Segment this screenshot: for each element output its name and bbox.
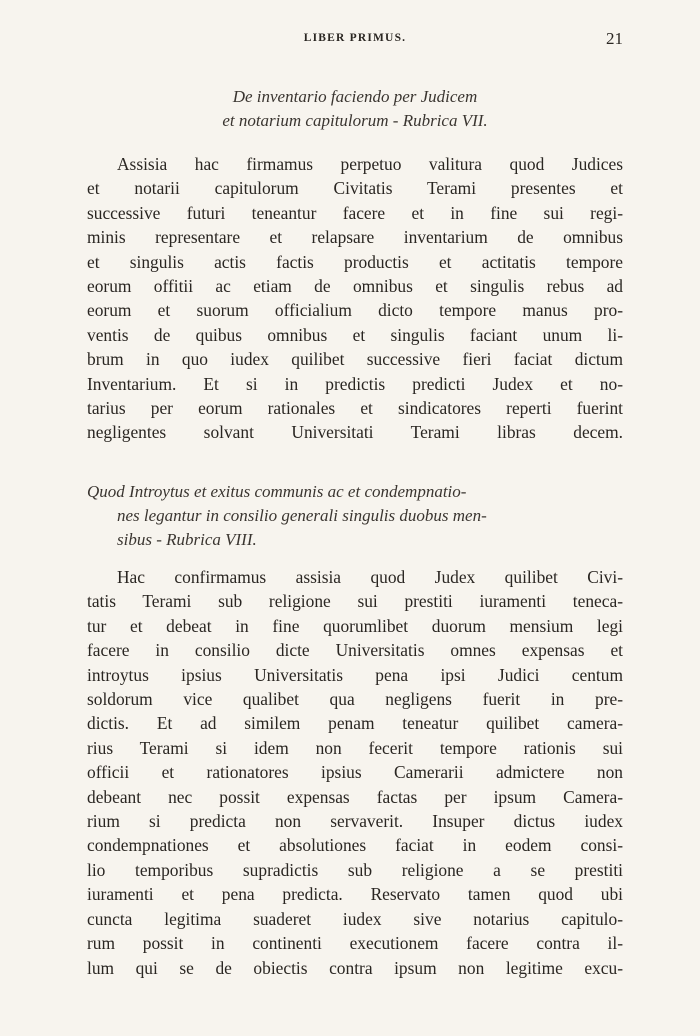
text-line: dictis. Et ad similem penam teneatur quilibet camera-	[87, 713, 623, 734]
text-line: et notarii capitulorum Civitatis Terami presentes et	[87, 178, 623, 199]
text-line: condempnationes et absolutiones faciat in eodem consi-	[87, 835, 623, 856]
text-line: soldorum vice qualibet qua negligens fuerit in pre-	[87, 689, 623, 710]
section-vii-title-line: De inventario faciendo per Judicem	[232, 87, 478, 106]
section-viii-title	[87, 480, 623, 552]
text-line: tur et debeat in fine quorumlibet duorum mensium legi	[87, 615, 623, 636]
section-viii-title-line: sibus - Rubrica VIII.	[117, 530, 257, 549]
text-line: minis representare et relapsare inventarium de omnibus	[87, 227, 623, 248]
text-line: tarius per eorum rationales et sindicatores reperti fuerint	[87, 398, 623, 419]
section-viii-paragraph	[87, 565, 623, 980]
text-line: introytus ipsius Universitatis pena ipsi Judici centum	[87, 664, 623, 685]
text-line: rium si predicta non servaverit. Insuper dictus iudex	[87, 811, 623, 832]
text-line: rum possit in continenti executionem facere contra il-	[87, 933, 623, 954]
text-line: ventis de quibus omnibus et singulis faciant unum li-	[87, 324, 623, 345]
text-line: Inventarium. Et si in predictis predicti Judex et no-	[87, 373, 623, 394]
text-line: debeant nec possit expensas factas per ipsum Camera-	[87, 786, 623, 807]
text-line: facere in consilio dicte Universitatis omnes expensas et	[87, 640, 623, 661]
text-line: lum qui se de obiectis contra ipsum non legitime excu-	[87, 957, 623, 978]
text-line: lio temporibus supradictis sub religione a se prestiti	[87, 859, 623, 880]
text-line: Hac confirmamus assisia quod Judex quilibet Civi-	[117, 567, 623, 587]
text-line: eorum offitii ac etiam de omnibus et singulis rebus ad	[87, 276, 623, 297]
section-viii-title-line: nes legantur in consilio generali singulis duobus men-	[117, 506, 487, 525]
text-line: tatis Terami sub religione sui prestiti iuramenti teneca-	[87, 591, 623, 612]
text-line: officii et rationatores ipsius Camerarii admictere non	[87, 762, 623, 783]
page-number: 21	[606, 29, 623, 48]
text-line: brum in quo iudex quilibet successive fieri faciat dictum	[87, 349, 623, 370]
text-line: et singulis actis factis productis et actitatis tempore	[87, 251, 623, 272]
section-viii-title-line: Quod Introytus et exitus communis ac et condempnatio-	[87, 482, 467, 501]
text-line: successive futuri teneantur facere et in fine sui regi-	[87, 202, 623, 223]
text-line: negligentes solvant Universitati Terami libras decem.	[87, 422, 623, 443]
text-line: cuncta legitima suaderet iudex sive notarius capitulo-	[87, 908, 623, 929]
section-vii-paragraph	[87, 152, 623, 445]
text-line: iuramenti et pena predicta. Reservato tamen quod ubi	[87, 884, 623, 905]
running-title: LIBER PRIMUS.	[303, 32, 407, 44]
text-line: eorum et suorum officialium dicto tempore manus pro-	[87, 300, 623, 321]
text-line: rius Terami si idem non fecerit tempore rationis sui	[87, 737, 623, 758]
running-head	[87, 29, 623, 53]
section-vii-title-line: et notarium capitulorum - Rubrica VII.	[222, 111, 488, 130]
text-line: Assisia hac firmamus perpetuo valitura quod Judices	[117, 154, 623, 174]
section-vii-title	[87, 85, 623, 133]
